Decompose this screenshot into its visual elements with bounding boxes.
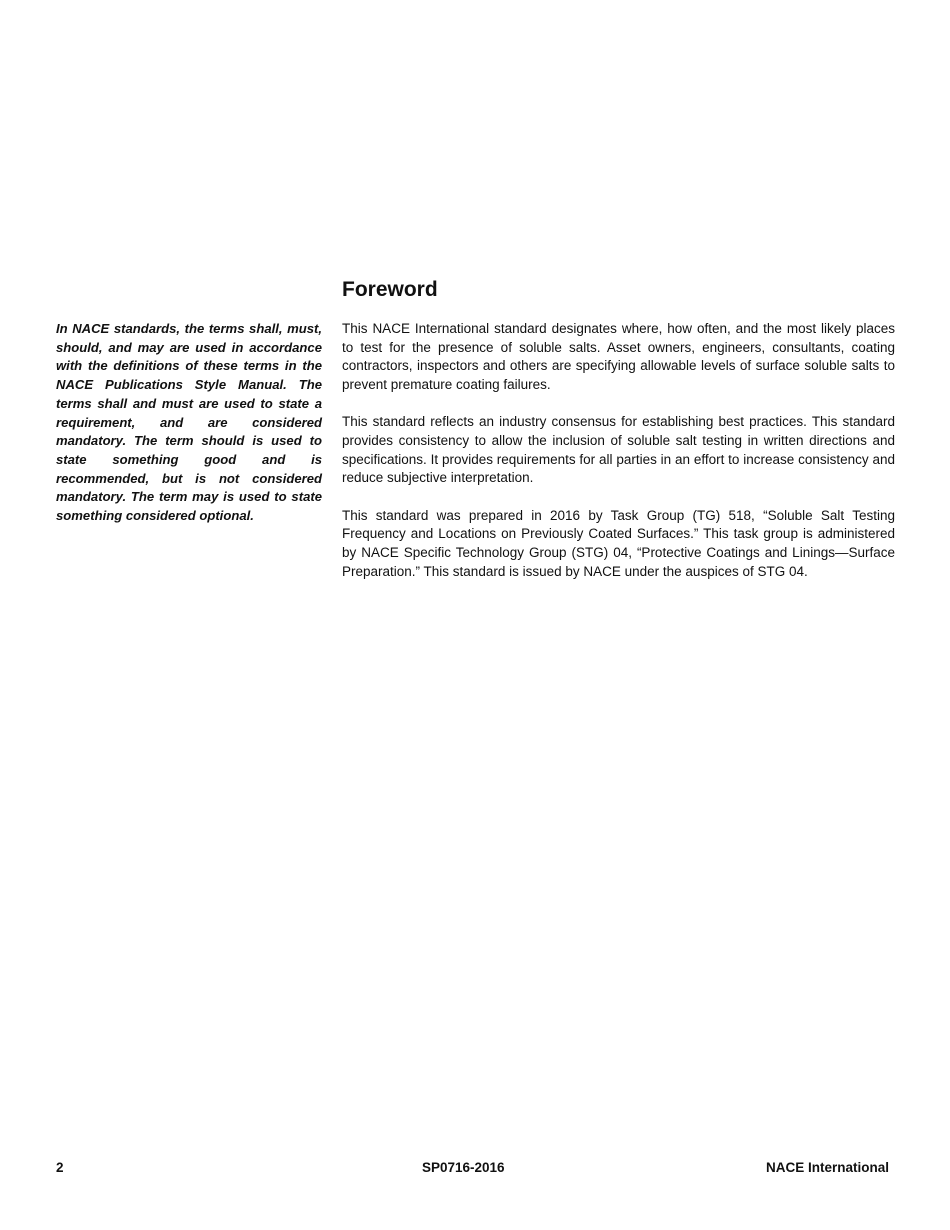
page-number: 2 <box>56 1160 64 1175</box>
terminology-note: In NACE standards, the terms shall, must, should, and may are used in accordance with the definitions of these terms in the NACE Publications Style Manual. The terms shall and must are used to state a requirement, and are considered mandatory. The term should is used to state something good and is recommended, but is not considered mandatory. The term may is used to state something considered optional. <box>56 321 322 524</box>
foreword-paragraph-2: This standard reflects an industry consensus for establishing best practices. This standard provides consistency to allow the inclusion of soluble salt testing in written directions and specifications. It provides requirements for all parties in an effort to increase consistency and reduce subjective interpretation. <box>342 414 895 486</box>
document-id: SP0716-2016 <box>422 1160 505 1175</box>
foreword-heading: Foreword <box>342 278 438 301</box>
foreword-paragraph-1: This NACE International standard designates where, how often, and the most likely places to test for the presence of soluble salts. Asset owners, engineers, consultants, coating contractors, inspectors and others are specifying allowable levels of surface soluble salts to prevent premature coating failures. <box>342 321 895 393</box>
organization-name: NACE International <box>765 1160 889 1175</box>
foreword-paragraph-3: This standard was prepared in 2016 by Task Group (TG) 518, “Soluble Salt Testing Frequency and Locations on Previously Coated Surfaces.” This task group is administered by NACE Specific Technology Group (STG) 04, “Protective Coatings and Linings—Surface Preparation.” This standard is issued by NACE under the auspices of STG 04. <box>342 507 895 579</box>
foreword-section <box>342 276 895 600</box>
page-footer <box>56 1160 889 1178</box>
